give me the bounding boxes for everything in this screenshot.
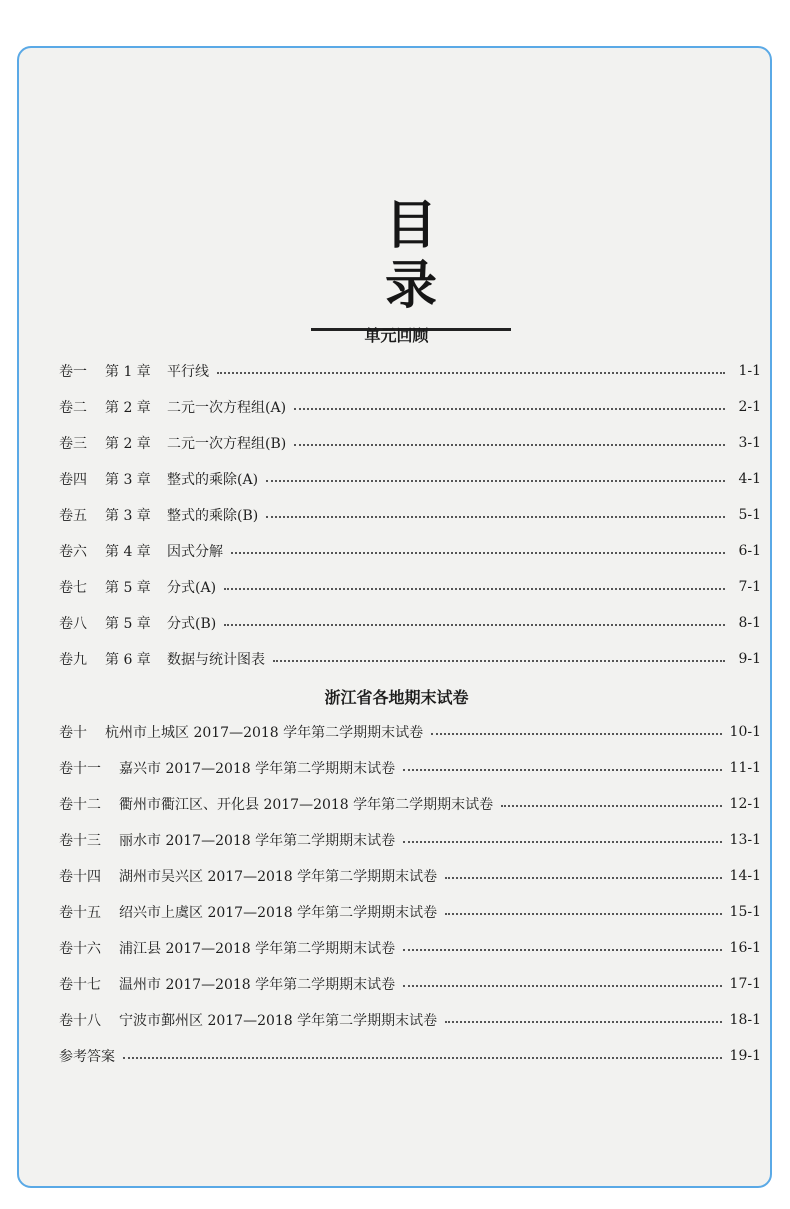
entry-page: 8-1	[738, 615, 761, 631]
entry-volume: 卷十一	[59, 761, 101, 777]
entry-title: 衢州市衢江区、开化县 2017—2018 学年第二学期期末试卷	[119, 797, 494, 813]
entry-volume: 卷一	[59, 364, 87, 380]
toc-entry[interactable]	[59, 930, 761, 966]
toc-entry[interactable]	[59, 605, 761, 641]
entry-title: 嘉兴市 2017—2018 学年第二学期期末试卷	[119, 761, 396, 777]
entry-title: 分式(A)	[167, 580, 217, 596]
entry-page: 13-1	[729, 832, 761, 848]
dot-leader	[266, 516, 725, 518]
dot-leader	[123, 1057, 722, 1059]
entry-volume: 卷十八	[59, 1013, 101, 1029]
toc-entry[interactable]	[59, 966, 761, 1002]
dot-leader	[266, 480, 725, 482]
entry-volume: 卷十六	[59, 941, 101, 957]
toc-entry[interactable]	[59, 461, 761, 497]
toc-entry[interactable]	[59, 786, 761, 822]
entry-title: 杭州市上城区 2017—2018 学年第二学期期末试卷	[105, 725, 424, 741]
dot-leader	[294, 408, 725, 410]
entry-title: 整式的乘除(A)	[167, 472, 259, 488]
entry-page: 19-1	[729, 1048, 761, 1064]
toc-entry[interactable]	[59, 641, 761, 677]
dot-leader	[217, 372, 725, 374]
toc-entry[interactable]	[59, 425, 761, 461]
dot-leader	[403, 985, 721, 987]
toc-list-final-exams	[59, 714, 761, 1074]
entry-volume: 卷七	[59, 580, 87, 596]
entry-page: 4-1	[738, 471, 761, 487]
entry-chapter: 第 5 章	[105, 580, 151, 596]
dot-leader	[403, 769, 721, 771]
entry-title: 温州市 2017—2018 学年第二学期期末试卷	[119, 977, 396, 993]
dot-leader	[224, 624, 725, 626]
entry-volume: 卷四	[59, 472, 87, 488]
entry-chapter: 第 3 章	[105, 508, 151, 524]
entry-title: 平行线	[167, 364, 209, 380]
entry-chapter: 第 2 章	[105, 436, 151, 452]
entry-title: 因式分解	[167, 544, 223, 560]
toc-entry[interactable]	[59, 389, 761, 425]
dot-leader	[294, 444, 725, 446]
toc-entry[interactable]	[59, 353, 761, 389]
entry-page: 11-1	[729, 760, 761, 776]
entry-page: 17-1	[729, 976, 761, 992]
entry-chapter: 第 5 章	[105, 616, 151, 632]
dot-leader	[445, 913, 721, 915]
page-title: 目 录	[384, 195, 475, 316]
entry-volume: 卷十	[59, 725, 87, 741]
dot-leader	[445, 1021, 721, 1023]
toc-entry-answers[interactable]	[59, 1038, 761, 1074]
entry-page: 16-1	[729, 940, 761, 956]
entry-title: 二元一次方程组(B)	[167, 436, 287, 452]
entry-title: 丽水市 2017—2018 学年第二学期期末试卷	[119, 833, 396, 849]
dot-leader	[403, 841, 721, 843]
entry-volume: 卷十七	[59, 977, 101, 993]
entry-volume: 卷十四	[59, 869, 101, 885]
toc-entry[interactable]	[59, 894, 761, 930]
entry-chapter: 第 4 章	[105, 544, 151, 560]
section-heading-final-exams: 浙江省各地期末试卷	[324, 688, 469, 707]
entry-title: 湖州市吴兴区 2017—2018 学年第二学期期末试卷	[119, 869, 438, 885]
toc-entry[interactable]	[59, 533, 761, 569]
entry-volume: 卷九	[59, 652, 87, 668]
dot-leader	[431, 733, 721, 735]
entry-page: 6-1	[738, 543, 761, 559]
toc-entry[interactable]	[59, 822, 761, 858]
entry-volume: 卷二	[59, 400, 87, 416]
entry-volume: 卷八	[59, 616, 87, 632]
entry-page: 1-1	[738, 363, 761, 379]
entry-page: 7-1	[738, 579, 761, 595]
toc-entry[interactable]	[59, 569, 761, 605]
entry-title: 二元一次方程组(A)	[167, 400, 287, 416]
entry-page: 14-1	[729, 868, 761, 884]
entry-title: 浦江县 2017—2018 学年第二学期期末试卷	[119, 941, 396, 957]
entry-volume: 卷三	[59, 436, 87, 452]
title-block	[311, 196, 511, 331]
toc-entry[interactable]	[59, 1002, 761, 1038]
entry-title: 绍兴市上虞区 2017—2018 学年第二学期期末试卷	[119, 905, 438, 921]
entry-volume: 卷五	[59, 508, 87, 524]
dot-leader	[273, 660, 725, 662]
entry-title: 数据与统计图表	[167, 652, 265, 668]
dot-leader	[224, 588, 725, 590]
entry-volume: 卷十五	[59, 905, 101, 921]
entry-page: 12-1	[729, 796, 761, 812]
dot-leader	[501, 805, 721, 807]
entry-volume: 卷六	[59, 544, 87, 560]
entry-volume: 卷十三	[59, 833, 101, 849]
toc-entry[interactable]	[59, 858, 761, 894]
entry-page: 2-1	[738, 399, 761, 415]
entry-title: 分式(B)	[167, 616, 217, 632]
entry-page: 9-1	[738, 651, 761, 667]
entry-page: 3-1	[738, 435, 761, 451]
section-heading-unit-review: 单元回顾	[364, 326, 429, 345]
entry-page: 5-1	[738, 507, 761, 523]
entry-title: 整式的乘除(B)	[167, 508, 259, 524]
toc-entry[interactable]	[59, 750, 761, 786]
page-frame	[17, 46, 772, 1188]
dot-leader	[403, 949, 721, 951]
dot-leader	[231, 552, 725, 554]
toc-entry[interactable]	[59, 497, 761, 533]
entry-title: 参考答案	[59, 1049, 115, 1065]
entry-title: 宁波市鄞州区 2017—2018 学年第二学期期末试卷	[119, 1013, 438, 1029]
entry-chapter: 第 2 章	[105, 400, 151, 416]
toc-entry[interactable]	[59, 714, 761, 750]
entry-chapter: 第 6 章	[105, 652, 151, 668]
entry-chapter: 第 3 章	[105, 472, 151, 488]
entry-chapter: 第 1 章	[105, 364, 151, 380]
toc-list-unit-review	[59, 353, 761, 677]
dot-leader	[445, 877, 721, 879]
entry-page: 15-1	[729, 904, 761, 920]
entry-page: 18-1	[729, 1012, 761, 1028]
entry-page: 10-1	[729, 724, 761, 740]
entry-volume: 卷十二	[59, 797, 101, 813]
